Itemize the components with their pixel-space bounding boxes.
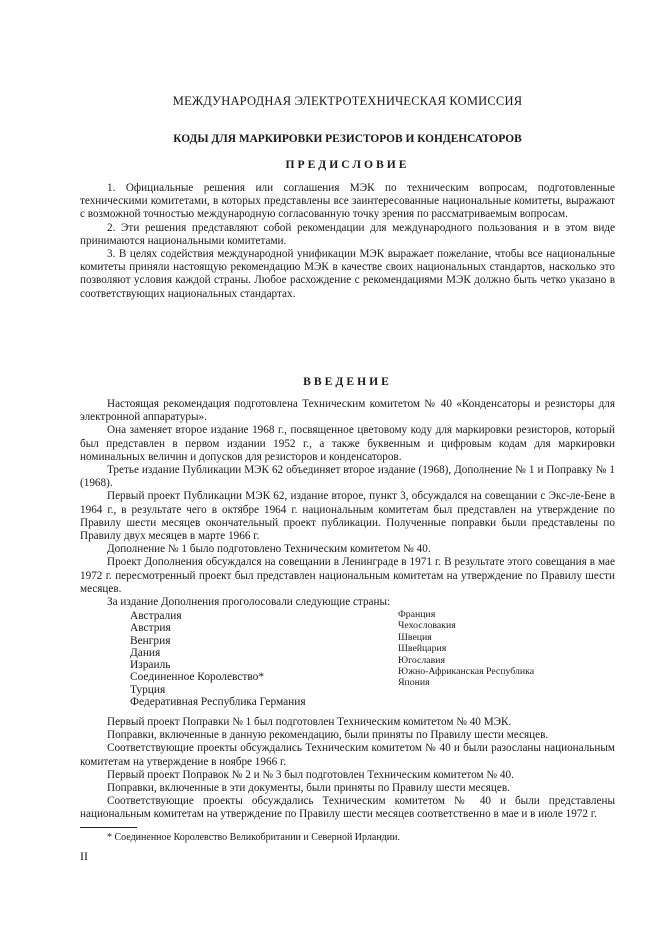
list-item: Турция (130, 683, 166, 696)
intro-paragraph-7: За издание Дополнения проголосовали следующие страны: (107, 596, 391, 609)
intro-paragraph-13: Соответствующие проекты обсуждались Техническим комитетом № 40 и были представлены национальным комитетам на утверждение по Правилу шести месяцев соответственно в мае и в июле 1972 г. (80, 795, 615, 821)
countries-column-left (130, 610, 390, 708)
list-item: Соединенное Королевство* (130, 671, 265, 684)
document-title: КОДЫ ДЛЯ МАРКИРОВКИ РЕЗИСТОРОВ И КОНДЕНСАТОРОВ (173, 133, 522, 145)
list-item: Австралия (130, 610, 182, 622)
countries-column-right (398, 609, 618, 689)
intro-paragraph-4: Первый проект Публикации МЭК 62, издание второе, пункт 3, обсуждался на совещании с Экс-ле-Бене в 1964 г., в результате чего в октябре 1964 г. национальным комитетам был представлен на утверждение по Правилу шести месяцев окончательный проект публикации. Полученные поправки были представлены по Правилу двух месяцев в марте 1966 г. (80, 490, 615, 543)
list-item: Южно-Африканская Республика (398, 666, 535, 678)
list-item: Швеция (398, 631, 432, 643)
list-item: Австрия (130, 622, 171, 635)
intro-paragraph-8: Первый проект Поправки № 1 был подготовлен Техническим комитетом № 40 МЭК. (107, 716, 512, 728)
list-item: Югославия (398, 654, 445, 666)
intro-paragraph-10: Соответствующие проекты обсуждались Техническим комитетом № 40 и были разосланы национальным комитетам на утверждение в ноябре 1966 г. (80, 742, 615, 768)
list-item: Дания (130, 646, 161, 659)
introduction-section-continued (80, 716, 615, 822)
foreword-paragraph-1: 1. Официальные решения или соглашения МЭК по техническим вопросам, подготовленные техническими комитетами, в которых представлены все заинтересованные национальные комитеты, выражают с возможной точностью международную согласованную точку зрения по рассматриваемым вопросам. (80, 182, 615, 221)
list-item: Япония (398, 677, 430, 689)
list-item: Федеративная Республика Германия (130, 696, 306, 709)
organization-name: МЕЖДУНАРОДНАЯ ЭЛЕКТРОТЕХНИЧЕСКАЯ КОМИССИЯ (172, 94, 523, 108)
intro-paragraph-9: Поправки, включенные в данную рекомендацию, были приняты по Правилу шести месяцев. (107, 729, 549, 742)
list-item: Швейцария (398, 643, 447, 655)
list-item: Венгрия (130, 634, 171, 647)
intro-paragraph-3: Третье издание Публикации МЭК 62 объединяет второе издание (1968), Дополнение № 1 и Поправку № 1 (1968). (80, 464, 615, 490)
introduction-section (80, 398, 615, 609)
footnote-divider (80, 827, 137, 828)
foreword-section (80, 182, 615, 301)
intro-paragraph-1: Настоящая рекомендация подготовлена Техническим комитетом № 40 «Конденсаторы и резисторы для электронной аппаратуры». (80, 398, 615, 424)
list-item: Израиль (130, 659, 171, 672)
intro-paragraph-5: Дополнение № 1 было подготовлено Техническим комитетом № 40. (107, 543, 431, 556)
intro-paragraph-12: Поправки, включенные в эти документы, были приняты по Правилу шести месяцев. (107, 782, 510, 795)
list-item: Франция (398, 609, 436, 620)
intro-paragraph-2: Она заменяет второе издание 1968 г., посвященное цветовому коду для маркировки резисторов, который был представлен в первом издании 1952 г., а также буквенным и цифровым кодам для маркировки номинальных величин и допусков для резисторов и конденсаторов. (80, 424, 615, 463)
foreword-heading: ПРЕДИСЛОВИЕ (285, 158, 410, 171)
footnote: * Соединенное Королевство Великобритании и Северной Ирландии. (107, 832, 400, 843)
foreword-paragraph-2: 2. Эти решения представляют собой рекомендации для международного пользования и в этом виде принимаются национальными комитетами. (80, 221, 615, 247)
page-number: II (80, 849, 88, 863)
foreword-paragraph-3: 3. В целях содействия международной унификации МЭК выражает пожелание, чтобы все национальные комитеты приняли настоящую рекомендацию МЭК в качестве своих национальных стандартов, насколько это позволяют условия каждой страны. Любое расхождение с рекомендациями МЭК должно быть четко указано в соответствующих национальных стандартах. (80, 248, 615, 300)
introduction-heading: ВВЕДЕНИЕ (303, 375, 392, 388)
list-item: Чехословакия (398, 620, 456, 632)
intro-paragraph-6: Проект Дополнения обсуждался на совещании в Ленинграде в 1971 г. В результате этого совещания в мае 1972 г. пересмотренный проект был представлен национальным комитетам на утверждение по Правилу шести месяцев. (80, 556, 615, 595)
intro-paragraph-11: Первый проект Поправок № 2 и № 3 был подготовлен Техническим комитетом № 40. (107, 768, 514, 781)
